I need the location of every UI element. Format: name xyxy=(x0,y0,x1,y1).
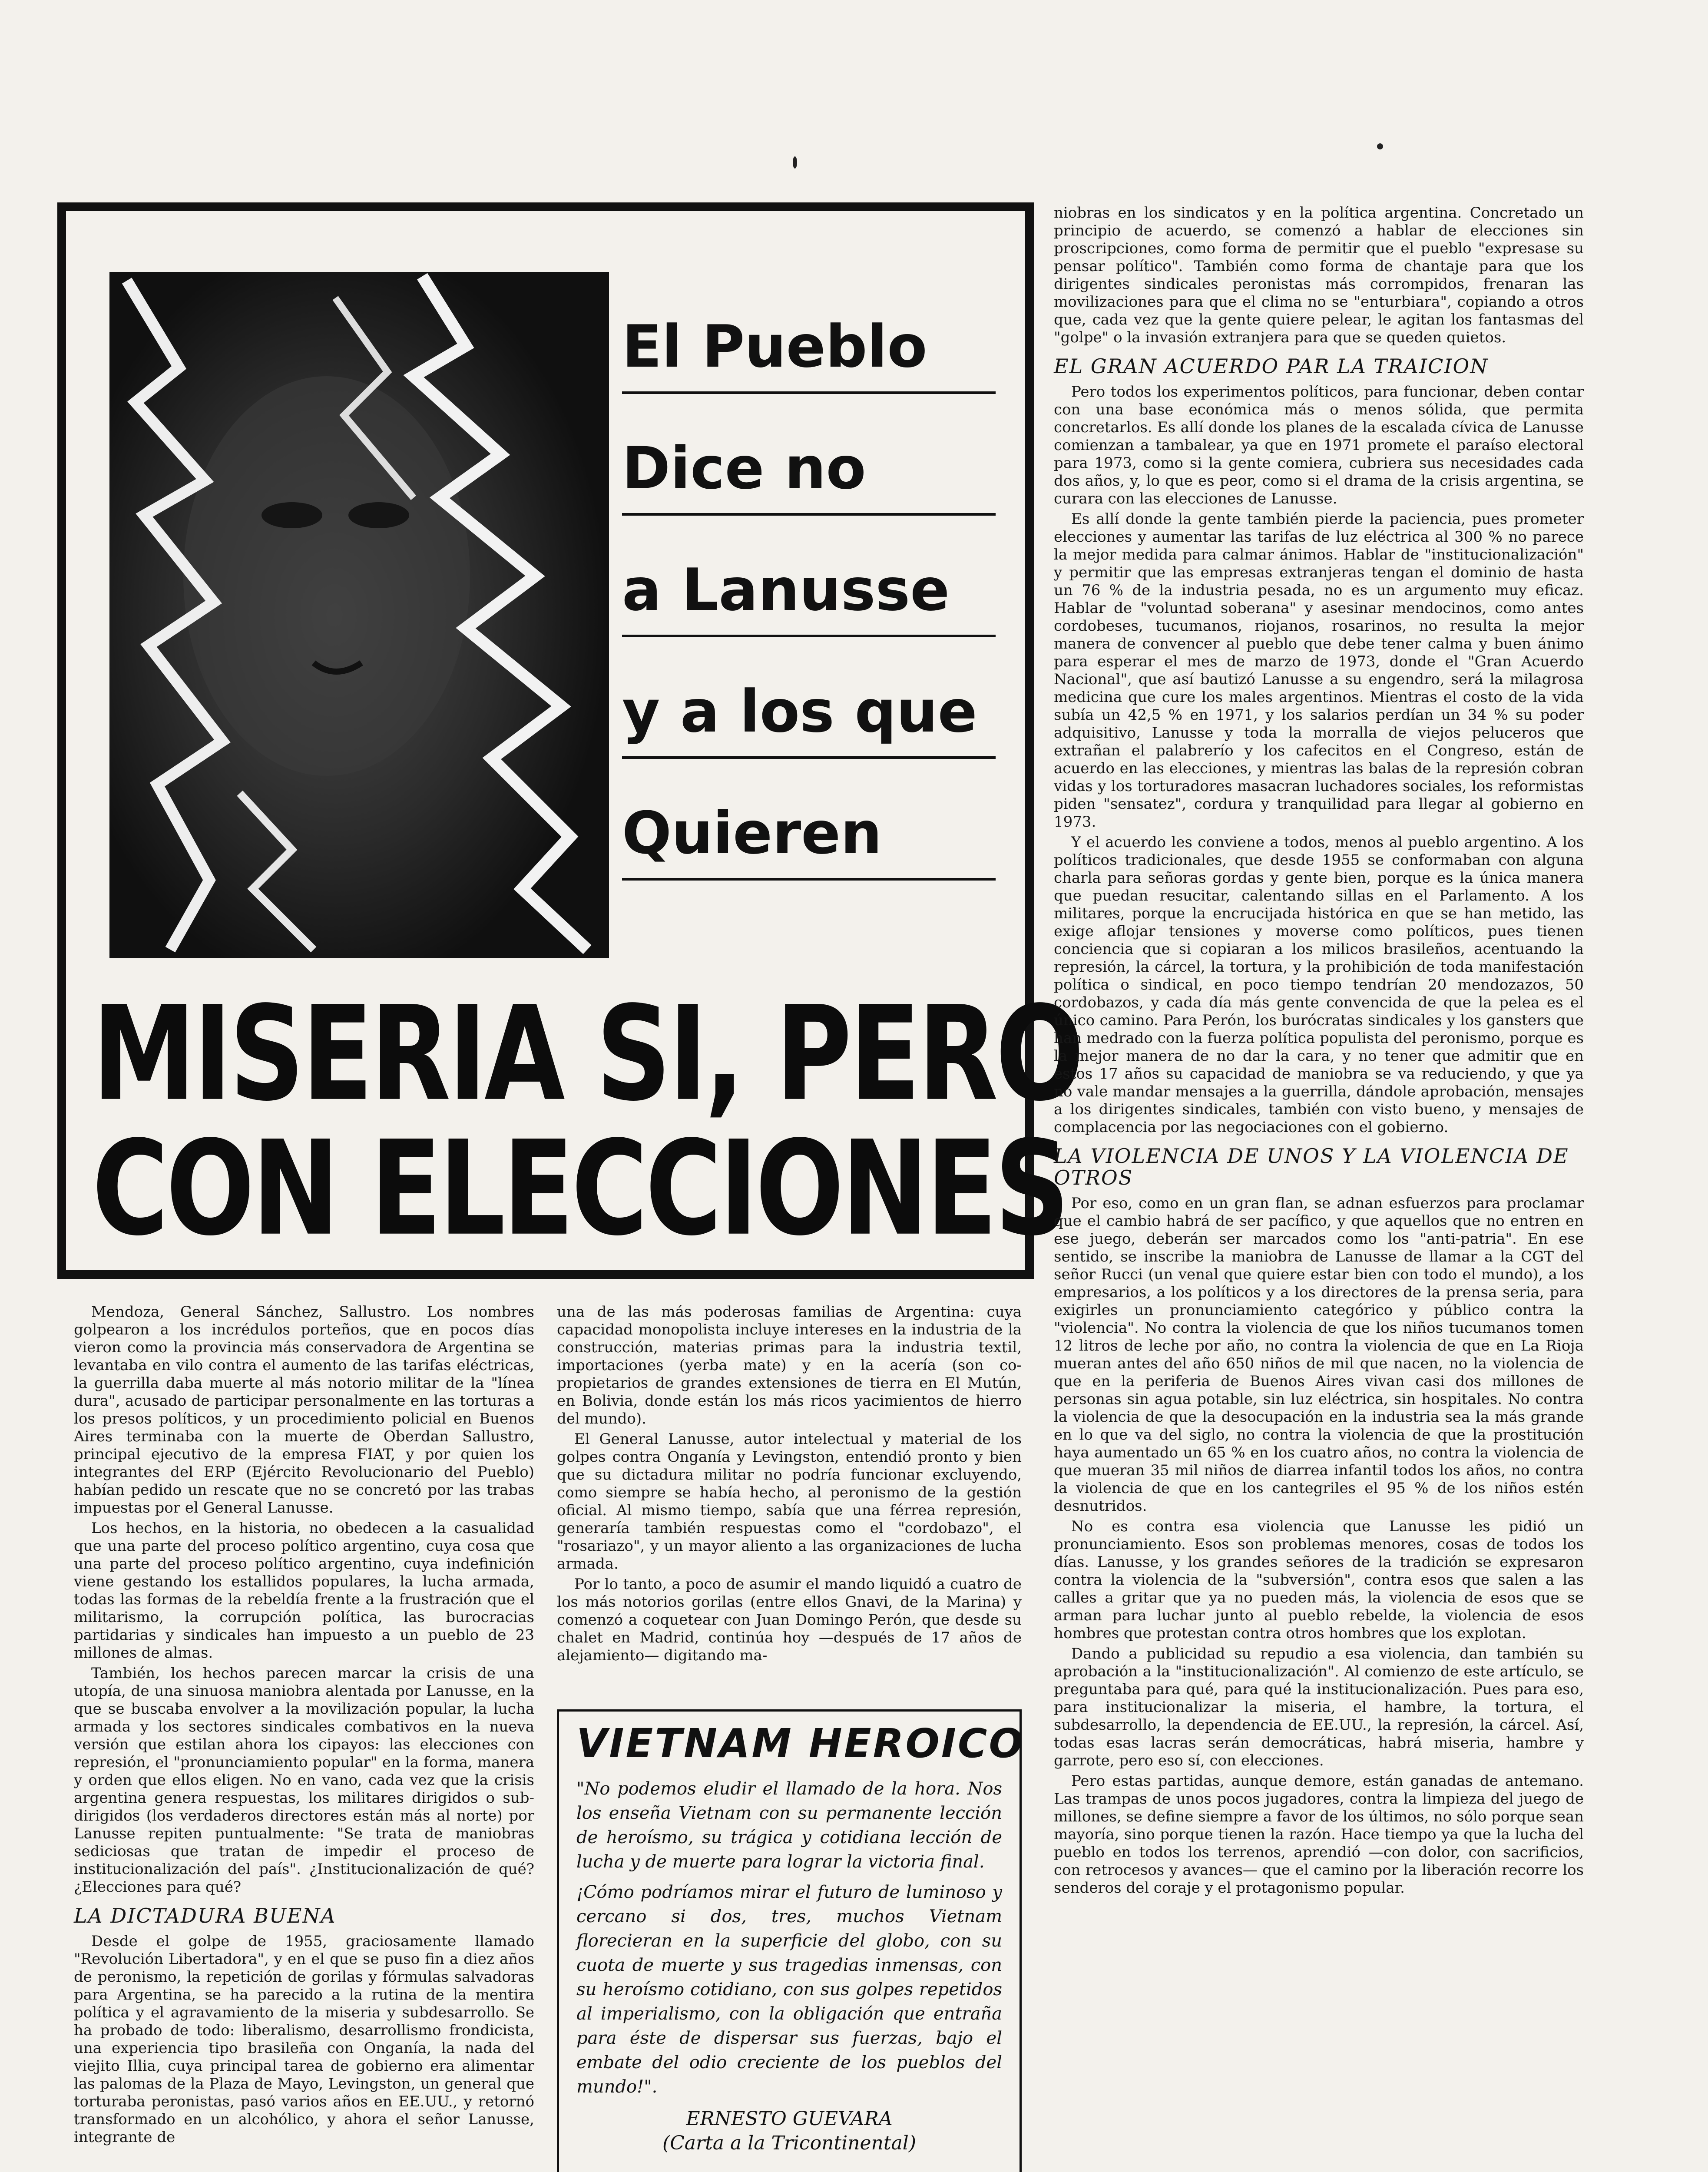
paragraph: También, los hechos parecen marcar la crisis de una utopía, de una sinuosa maniobra alentada por Lanusse, en la que se buscaba envolver a la movilización popular, la lucha armada y los sectores sindicales combativos en la nueva versión que estilan ahora los cipayos: las elecciones con represión, el "pronunciamiento popular" en la forma, manera y orden que ellos eligen. No en vano, cada vez que la crisis argentina genera respuestas, los militares dirigidos o sub-dirigidos (los verdaderos directores están más al norte) por Lanusse repiten puntualmente: "Se trata de maniobras sediciosas que tratan de impedir el proceso de institucionalización del país". ¿Institucionalización de qué? ¿Elecciones para qué? xyxy=(74,1665,534,1896)
headline-photo xyxy=(109,272,609,958)
middle-column xyxy=(557,1303,1022,1667)
paragraph: Los hechos, en la historia, no obedecen a la casualidad que una parte del proceso político argentino, cuya cosa que una parte del proceso político argentino, cuya indefinición viene gestando los estallidos populares, la lucha armada, todas las formas de la rebeldía frente a la frustración que el militarismo, la corrupción política, las burocracias partidarias y sindicales han impuesto a un pueblo de 23 millones de almas. xyxy=(74,1520,534,1662)
headline-title-line-4: y a los que xyxy=(622,682,996,759)
paragraph: Por lo tanto, a poco de asumir el mando liquidó a cuatro de los más notorios gorilas (entre ellos Gnavi, de la Marina) y comenzó a coquetear con Juan Domingo Perón, que desde su chalet en Madrid, continúa hoy —después de 17 años de alejamiento— digitando ma- xyxy=(557,1576,1022,1664)
main-headline-line-1: MISERIA SI, PERO xyxy=(92,978,1082,1130)
paragraph: Y el acuerdo les conviene a todos, menos al pueblo argentino. A los políticos tradicionales, que desde 1955 se conformaban con alguna charla para señoras gordas y gente bien, porque es la única manera que puedan resucitar, calentando sillas en el Parlamento. A los militares, porque la encrucijada histórica en que se han metido, las exige aflojar tensiones y moverse como políticos, pues tienen conciencia que si copiaran a los milicos brasileños, acentuando la represión, la cárcel, la tortura, y la prohibición de toda manifestación política o sindical, en poco tiempo tendrían 20 mendozazos, 50 cordobazos, y cada día más gente convencida de que la pelea es el único camino. Para Perón, los burócratas sindicales y los gansters que han medrado con la fuerza política populista del peronismo, porque es la mejor manera de no dar la cara, y no tener que admitir que en estos 17 años su capacidad de maniobra se va reduciendo, y que ya no vale mandar mensajes a la guerrilla, dándole aprobación, mensajes a los dirigentes sindicales, también con visto bueno, y mensajes de complacencia por las negociaciones con el gobierno. xyxy=(1054,834,1584,1136)
subheading: LA DICTADURA BUENA xyxy=(74,1904,336,1927)
scan-speck xyxy=(793,156,797,169)
headline-box xyxy=(57,202,1082,1279)
paragraph: Por eso, como en un gran flan, se adnan esfuerzos para proclamar que el cambio habrá de ser pacífico, y que aquellos que no entren en ese juego, deberán ser marcados como los "anti-patria". En ese sentido, se inscribe la maniobra de Lanusse de llamar a la CGT del señor Rucci (un venal que quiere estar bien con todo el mundo), a los empresarios, a los políticos y a los directores de la prensa seria, para exigirles un pronunciamiento categórico y público contra la "violencia". No contra la violencia de que los niños tucumanos tomen 12 litros de leche por año, no contra la violencia de que en La Rioja mueran antes del año 650 niños de mil que nacen, no la violencia de que en la periferia de Buenos Aires vivan casi dos millones de personas sin agua potable, sin luz eléctrica, sin hospitales. No contra la violencia de que la desocupación en la industria sea la más grande en lo que va del siglo, no contra la violencia de que la prostitución haya aumentado un 65 % en los cuatro años, no contra la violencia de que mueran 35 mil niños de diarrea infantil todos los años, no contra la violencia de que en los cantegriles el 95 % de los niños estén desnutridos. xyxy=(1054,1195,1584,1515)
portrait-image xyxy=(109,272,609,958)
paragraph: Pero todos los experimentos políticos, para funcionar, deben contar con una base económica más o menos sólida, que permita concretarlos. Es allí donde los planes de la escalada cívica de Lanusse comienzan a tambalear, ya que en 1971 promete el paraíso electoral para 1973, como si la gente comiera, cubriera sus necesidades cada dos años, y, lo que es peor, como si el drama de la crisis argentina, se curara con las elecciones de Lanusse. xyxy=(1054,383,1584,507)
paragraph: una de las más poderosas familias de Argentina: cuya capacidad monopolista incluye intereses en la industria de la construcción, materias primas para la industria textil, importaciones (yerba mate) y en la acería (son co-propietarios de grandes extensiones de tierra en El Mutún, en Bolivia, donde están los más ricos yacimientos de hierro del mundo). xyxy=(557,1303,1022,1427)
paragraph: El General Lanusse, autor intelectual y material de los golpes contra Onganía y Levingston, entendió pronto y bien que su dictadura militar no podría funcionar excluyendo, como siempre se había hecho, al peronismo de la gestión oficial. Al mismo tiempo, sabía que una férrea represión, generaría también respuestas como el "cordobazo", el "rosariazo", y un mayor aliento a las organizaciones de lucha armada. xyxy=(557,1430,1022,1573)
box-title: VIETNAM HEROICO xyxy=(576,1720,1025,1767)
subheading: EL GRAN ACUERDO PAR LA TRAICION xyxy=(1054,354,1489,378)
headline-title-line-3: a Lanusse xyxy=(622,561,996,637)
paragraph: No es contra esa violencia que Lanusse les pidió un pronunciamiento. Esos son problemas menores, cosas de todos los días. Lanusse, y los grandes señores de la tradición se expresaron contra la violencia de la "subversión", contra esos que salen a las calles a gritar que ya no pueden más, la violencia de esos que se arman para luchar junto al pueblo rebelde, la violencia de esos hombres que protestan contra otros hombres que los explotan. xyxy=(1054,1518,1584,1642)
right-column xyxy=(1054,204,1584,1900)
quote-paragraph: ¡Cómo podríamos mirar el futuro de luminoso y cercano si dos, tres, muchos Vietnam florecieran en la superficie del globo, con su cuota de muerte y sus tragedias inmensas, con su heroísmo cotidiano, con sus golpes repetidos al imperialismo, con la obligación que entraña para éste de dispersar sus fuerzas, bajo el embate del odio creciente de los pueblos del mundo!". xyxy=(576,1882,1002,2097)
quote-author: ERNESTO GUEVARA xyxy=(686,2108,893,2130)
paragraph: niobras en los sindicatos y en la política argentina. Concretado un principio de acuerdo, se comenzó a hablar de elecciones sin proscripciones, como forma de permitir que el pueblo "expresase su pensar político". También como forma de chantaje para que los dirigentes sindicales peronistas más corrompidos, frenaran las movilizaciones para que el clima no se "enturbiara", copiando a otros que, cada vez que la gente quiere pelear, le agitan los fantasmas del "golpe" o la invasión extranjera para que se queden quietos. xyxy=(1054,204,1584,346)
quote-paragraph: "No podemos eludir el llamado de la hora. Nos los enseña Vietnam con su permanente lección de heroísmo, su trágica y cotidiana lección de lucha y de muerte para lograr la victoria final. xyxy=(576,1779,1002,1872)
subheading: LA VIOLENCIA DE UNOS Y LA VIOLENCIA DE OTROS xyxy=(1054,1144,1569,1189)
scan-speck xyxy=(1377,143,1383,149)
quote-source: (Carta a la Tricontinental) xyxy=(662,2132,917,2154)
headline-title-line-2: Dice no xyxy=(622,439,996,516)
headline-title-line-5: Quieren xyxy=(622,804,996,881)
headline-title-line-1: El Pueblo xyxy=(622,318,996,394)
paragraph: Mendoza, General Sánchez, Sallustro. Los nombres golpearon a los incrédulos porteños, que en pocos días vieron como la provincia más conservadora de Argentina se levantaba en vilo contra el aumento de las tarifas eléctricas, la guerrilla daba muerte al más notorio militar de la "línea dura", acusado de participar personalmente en las torturas a los presos políticos, y un procedimiento policial en Buenos Aires terminaba con la muerte de Oberdan Sallustro, principal ejecutivo de la empresa FIAT, y por quien los integrantes del ERP (Ejército Revolucionario del Pueblo) habían pedido un rescate que no se concretó por las trabas impuestas por el General Lanusse. xyxy=(74,1303,534,1516)
left-column xyxy=(74,1303,534,2149)
paragraph: Es allí donde la gente también pierde la paciencia, pues prometer elecciones y aumentar las tarifas de luz eléctrica al 300 % no parece la mejor medida para calmar ánimos. Hablar de "institucionalización" y permitir que las empresas extranjeras tengan el dominio de hasta un 76 % de la industria pesada, no es un argumento muy eficaz. Hablar de "voluntad soberana" y asesinar mendocinos, como antes cordobeses, tucumanos, riojanos, rosarinos, no resulta la mejor manera de convencer al pueblo que debe tener calma y buen ánimo para esperar el mes de marzo de 1973, donde el "Gran Acuerdo Nacional", que así bautizó Lanusse a su engendro, será la milagrosa medicina que cure los males argentinos. Mientras el costo de la vida subía un 42,5 % en 1971, y los salarios perdían un 34 % su poder adquisitivo, Lanusse y toda la morralla de viejos peluceros que extrañan el palabrerío y los cafecitos en el Congreso, están de acuerdo en las elecciones, y mientras las balas de la represión cobran vidas y los torturadores masacran luchadores sociales, los reformistas piden "sensatez", cordura y tranquilidad para llegar al gobierno en 1973. xyxy=(1054,510,1584,831)
paragraph: Desde el golpe de 1955, graciosamente llamado "Revolución Libertadora", y en el que se puso fin a diez años de peronismo, la repetición de gorilas y fórmulas salvadoras para Argentina, se ha parecido a la rutina de la mentira política y el agravamiento de la miseria y subdesarrollo. Se ha probado de todo: liberalismo, desarrollismo frondicista, una experiencia tipo brasileña con Onganía, la nada del viejito Illia, cuya principal tarea de gobierno era alimentar las palomas de la Plaza de Mayo, Levingston, un general que torturaba peronistas, pasó varios años en EE.UU., y retornó transformado en un alcohólico, y ahora el señor Lanusse, integrante de xyxy=(74,1933,534,2146)
paragraph: Pero estas partidas, aunque demore, están ganadas de antemano. Las trampas de unos pocos jugadores, contra la limpieza del juego de millones, se define siempre a favor de los últimos, no sólo porque sean mayoría, sino porque tienen la razón. Hace tiempo ya que la lucha del pueblo en todos los terrenos, aprendió —con dolor, con sacrificios, con retrocesos y avances— que el camino por la liberación recorre los senderos del coraje y el protagonismo popular. xyxy=(1054,1772,1584,1897)
paragraph: Dando a publicidad su repudio a esa violencia, dan también su aprobación a la "institucionalización". Al comienzo de este artículo, se preguntaba para qué, para qué la institucionalización. Pues para eso, para institucionalizar la miseria, el hambre, la tortura, el subdesarrollo, la dependencia de EE.UU., la represión, la cárcel. Así, todas esas lacras serán democráticas, habrá miseria, hambre y garrote, pero eso sí, con elecciones. xyxy=(1054,1645,1584,1769)
vietnam-heroico-box xyxy=(557,1709,1025,2172)
main-headline-line-2: CON ELECCIONES xyxy=(92,1112,1067,1265)
